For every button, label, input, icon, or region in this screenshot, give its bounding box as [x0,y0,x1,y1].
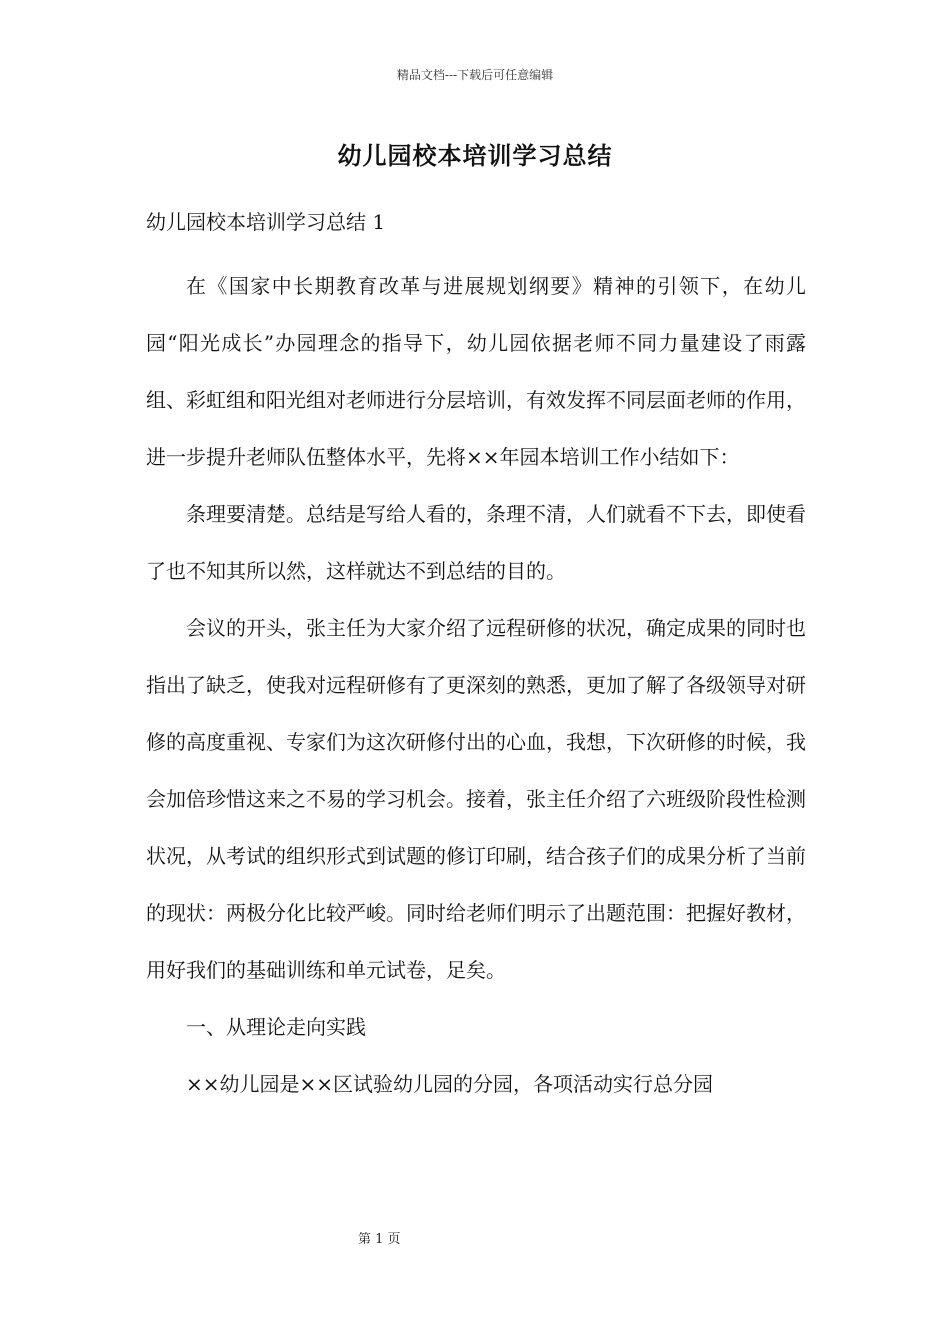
paragraph: 条理要清楚。总结是写给人看的，条理不清，人们就看不下去，即使看了也不知其所以然，这样就达不到总结的目的。 [146,502,806,583]
paragraph: ××幼儿园是××区试验幼儿园的分园，各项活动实行总分园 [186,1072,714,1096]
document-title: 幼儿园校本培训学习总结 [337,141,613,170]
document-body [146,258,806,1113]
paragraph: 会议的开头，张主任为大家介绍了远程研修的状况，确定成果的同时也指出了缺乏，使我对远程研修有了更深刻的熟悉，更加了解了各级领导对研修的高度重视、专家们为这次研修付出的心血，我想，下次研修的时候，我会加倍珍惜这来之不易的学习机会。接着，张主任介绍了六班级阶段性检测状况，从考试的组织形式到试题的修订印刷，结合孩子们的成果分析了当前的现状：两极分化比较严峻。同时给老师们明示了出题范围：把握好教材，用好我们的基础训练和单元试卷，足矣。 [146,616,806,982]
document-subtitle: 幼儿园校本培训学习总结 1 [146,210,386,234]
page-number: 第 1 页 [358,1232,401,1247]
page-header: 精品文档---下载后可任意编辑 [396,68,554,82]
section-heading: 一、从理论走向实践 [186,1015,366,1039]
paragraph: 在《国家中长期教育改革与进展规划纲要》精神的引领下，在幼儿园“阳光成长”办园理念的指导下，幼儿园依据老师不同力量建设了雨露组、彩虹组和阳光组对老师进行分层培训，有效发挥不同层面老师的作用，进一步提升老师队伍整体水平，先将××年园本培训工作小结如下： [146,274,806,469]
